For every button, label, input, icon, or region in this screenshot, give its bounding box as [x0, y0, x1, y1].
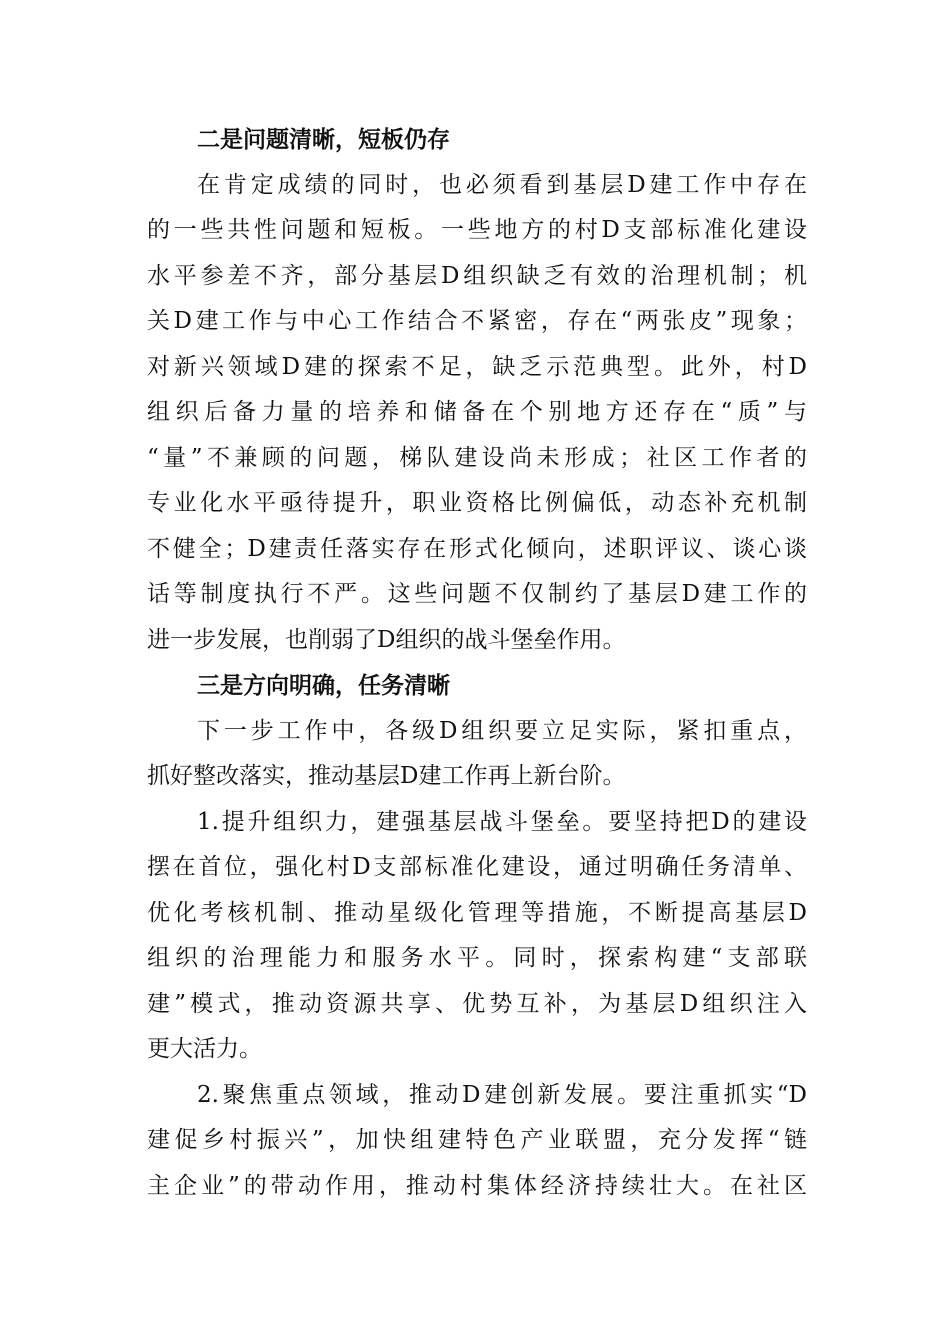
paragraph-line: 话等制度执行不严。这些问题不仅制约了基层D建工作的: [147, 581, 807, 607]
paragraph-line: 2.聚焦重点领域，推动D建创新发展。要注重抓实“D: [197, 1081, 807, 1108]
paragraph-line: 建促乡村振兴”，加快组建特色产业联盟，充分发挥“链: [147, 1127, 807, 1153]
paragraph-line: 下一步工作中，各级D组织要立足实际，紧扣重点，: [197, 717, 807, 744]
paragraph-line: 水平参差不齐，部分基层D组织缺乏有效的治理机制；机: [147, 262, 807, 289]
section-heading: 二是问题清晰，短板仍存: [197, 126, 450, 153]
paragraph-line: 主企业”的带动作用，推动村集体经济持续壮大。在社区: [147, 1172, 807, 1199]
paragraph-line: 对新兴领域D建的探索不足，缺乏示范典型。此外，村D: [147, 353, 807, 380]
paragraph-line: 的一些共性问题和短板。一些地方的村D支部标准化建设: [147, 217, 807, 243]
paragraph: [147, 709, 807, 800]
paragraph-line: 组织后备力量的培养和储备在个别地方还存在“质”与: [147, 399, 807, 425]
paragraph-line: “量”不兼顾的问题，梯队建设尚未形成；社区工作者的: [147, 444, 807, 471]
paragraph-line: 关D建工作与中心工作结合不紧密，存在“两张皮”现象；: [147, 308, 807, 334]
paragraph-line: 1.提升组织力，建强基层战斗堡垒。要坚持把D的建设: [197, 808, 807, 835]
paragraph-line: 摆在首位，强化村D支部标准化建设，通过明确任务清单、: [147, 854, 807, 880]
paragraph-line: 优化考核机制、推动星级化管理等措施，不断提高基层D: [147, 899, 807, 926]
paragraph: [147, 1073, 807, 1210]
paragraph-line: 组织的治理能力和服务水平。同时，探索构建“支部联: [147, 945, 807, 971]
document-page: [147, 117, 807, 1209]
paragraph: [147, 163, 807, 664]
paragraph-line: 更大活力。: [147, 1036, 262, 1062]
paragraph: [147, 800, 807, 1073]
paragraph-line: 在肯定成绩的同时，也必须看到基层D建工作中存在: [197, 171, 807, 198]
paragraph-line: 不健全；D建责任落实存在形式化倾向，述职评议、谈心谈: [147, 535, 807, 562]
section-heading: 三是方向明确，任务清晰: [197, 672, 450, 699]
paragraph-line: 专业化水平亟待提升，职业资格比例偏低，动态补充机制: [147, 490, 807, 516]
paragraph-line: 进一步发展，也削弱了D组织的战斗堡垒作用。: [147, 626, 626, 653]
paragraph-line: 建”模式，推动资源共享、优势互补，为基层D组织注入: [147, 990, 807, 1017]
paragraph-line: 抓好整改落实，推动基层D建工作再上新台阶。: [147, 763, 626, 789]
